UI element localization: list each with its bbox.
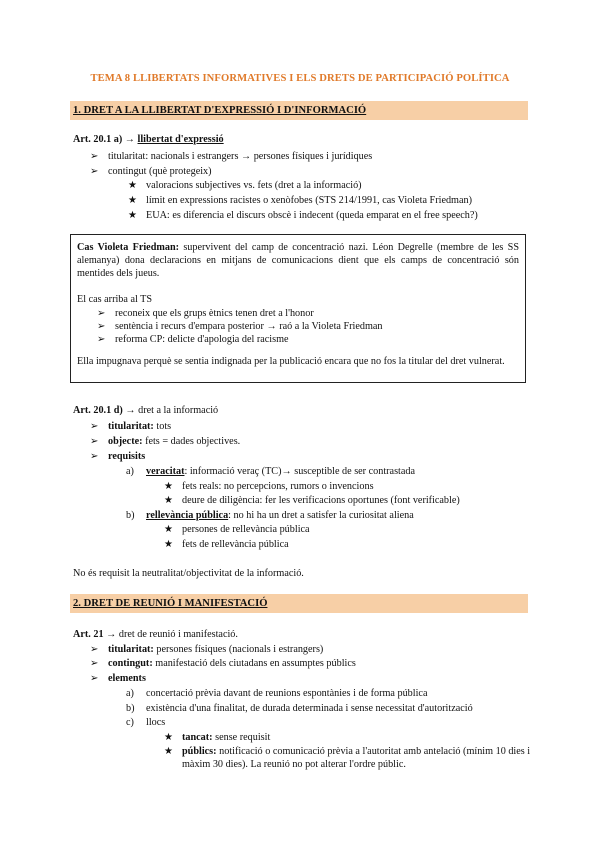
art-21-elements [108,672,146,685]
element-letter: a) [126,688,134,699]
requisits-label: requisits [108,451,146,462]
art-20-1-d-line [73,404,218,417]
element-text: concertació prèvia davant de reunions espontànies i de forma pública [146,688,428,699]
veracitat-item: deure de diligència: fer les verificacions oportunes (font verificable) [182,495,460,506]
element-text: llocs [146,717,166,728]
art-21-contingut [108,657,356,670]
lloc-label: públics: [182,746,217,757]
arrowhead-bullet-icon: ➢ [97,308,106,319]
rellevancia-item: fets de rellevància pública [182,539,289,550]
arrowhead-bullet-icon: ➢ [90,436,99,447]
contingut-item: valoracions subjectives vs. fets (dret a la informació) [146,180,362,191]
arrowhead-bullet-icon: ➢ [90,658,99,669]
art-21-titularitat [108,643,323,656]
star-bullet-icon: ★ [164,495,173,506]
titularitat-value: persones físiques (nacionals i estrangers) [156,644,324,655]
elements-label: elements [108,673,146,684]
element-letter: b) [126,703,135,714]
case-title: Cas Violeta Friedman: [77,242,179,253]
art-21-topic: → dret de reunió i manifestació. [106,629,238,640]
case-ts-item: reconeix que els grups ètnics tenen dret a l'honor [115,308,314,319]
contingut-item: límit en expressions racistes o xenòfobes (STS 214/1991, cas Violeta Friedman) [146,195,472,206]
arrowhead-bullet-icon: ➢ [90,166,99,177]
section-2-heading: 2. DRET DE REUNIÓ I MANIFESTACIÓ [73,598,268,609]
case-closing: Ella impugnava perquè se sentia indignada per la publicació encara que no fos la titular del dret vulnerat. [77,356,505,367]
rellevancia-item: persones de rellevància pública [182,524,310,535]
art-20-1-d-titularitat [108,420,171,433]
lloc-tancat [182,731,270,744]
contingut-value: manifestació dels ciutadans en assumptes públics [155,658,356,669]
lloc-publics [182,745,532,771]
rellevancia-label: rellevància pública [146,510,229,521]
requisit-b [146,509,414,522]
veracitat-text: : informació veraç (TC)→ susceptible de ser contrastada [184,466,416,477]
arrowhead-bullet-icon: ➢ [90,673,99,684]
rellevancia-text: : no hi ha un dret a satisfer la curiositat aliena [228,510,414,521]
case-ts-item: sentència i recurs d'empara posterior → raó a la Violeta Friedman [115,321,383,332]
neutralitat-note: No és requisit la neutralitat/objectivitat de la informació. [73,568,304,579]
art-20-1-d-topic: → dret a la informació [125,405,219,416]
arrow-icon: → [124,134,135,145]
lloc-label: tancat: [182,732,213,743]
element-letter: c) [126,717,134,728]
element-text: existència d'una finalitat, de durada determinada i sense necessitat d'autorització [146,703,473,714]
titularitat-label: titularitat: [108,421,154,432]
star-bullet-icon: ★ [164,481,173,492]
star-bullet-icon: ★ [128,210,137,221]
case-ts-item: reforma CP: delicte d'apologia del racisme [115,334,289,345]
arrowhead-bullet-icon: ➢ [90,644,99,655]
art-21-label: Art. 21 [73,629,104,640]
arrowhead-bullet-icon: ➢ [90,451,99,462]
document-title: TEMA 8 LLIBERTATS INFORMATIVES I ELS DRETS DE PARTICIPACIÓ POLÍTICA [90,73,510,84]
section-1-heading: 1. DRET A LA LLIBERTAT D'EXPRESSIÓ I D'INFORMACIÓ [73,105,367,116]
contingut-item: EUA: es diferencia el discurs obscè i indecent (queda emparat en el free speech?) [146,210,478,221]
case-description: supervivent del camp de concentració nazi. Léon Degrelle (membre de les SS alemanya) dona declaracions en mitjans de comunicacions dient que els camps de concentració són mentides dels jueus. [77,242,519,279]
art-20-1-a-line [73,133,224,146]
contingut-label: contingut: [108,658,153,669]
art-20-1-a-contingut: contingut (què protegeix) [108,166,212,177]
art-20-1-a-topic: llibertat d'expressió [137,134,224,145]
requisit-a [146,465,415,478]
lloc-text: notificació o comunicació prèvia a l'autoritat amb antelació (mínim 10 dies i màxim 30 dies). La reunió no pot alterar l'ordre públic. [182,746,531,770]
star-bullet-icon: ★ [128,195,137,206]
case-paragraph [77,241,519,280]
titularitat-value: tots [156,421,172,432]
arrowhead-bullet-icon: ➢ [97,334,106,345]
requisit-b-letter: b) [126,510,135,521]
art-21-line [73,628,238,641]
section-1-header [70,101,528,120]
case-ts-intro: El cas arriba al TS [77,294,153,305]
art-20-1-d-requisits [108,450,145,463]
star-bullet-icon: ★ [128,180,137,191]
lloc-text: sense requisit [215,732,271,743]
art-20-1-d-label: Art. 20.1 d) [73,405,123,416]
art-20-1-a-titularitat: titularitat: nacionals i estrangers → persones físiques i jurídiques [108,151,373,162]
star-bullet-icon: ★ [164,524,173,535]
star-bullet-icon: ★ [164,732,173,743]
star-bullet-icon: ★ [164,746,173,757]
art-20-1-a-label: Art. 20.1 a) [73,134,123,145]
case-violeta-friedman-box [70,234,526,383]
arrowhead-bullet-icon: ➢ [90,421,99,432]
veracitat-item: fets reals: no percepcions, rumors o invencions [182,481,374,492]
arrowhead-bullet-icon: ➢ [90,151,99,162]
star-bullet-icon: ★ [164,539,173,550]
requisit-a-letter: a) [126,466,134,477]
titularitat-label: titularitat: [108,644,154,655]
section-2-header [70,594,528,613]
objecte-label: objecte: [108,436,143,447]
veracitat-label: veracitat [146,466,185,477]
objecte-value: fets = dades objectives. [145,436,241,447]
arrowhead-bullet-icon: ➢ [97,321,106,332]
art-20-1-d-objecte [108,435,240,448]
